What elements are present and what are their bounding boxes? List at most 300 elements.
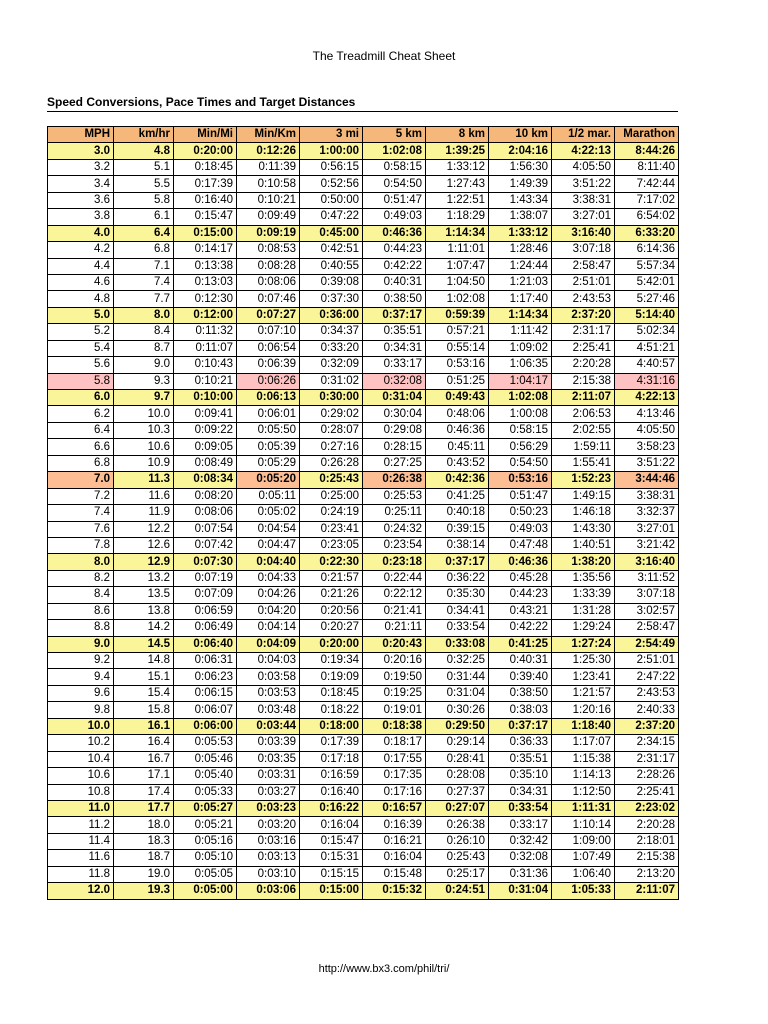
cell-value: 7.1 [154, 259, 170, 272]
table-row [48, 159, 679, 175]
table-cell [426, 439, 489, 455]
cell-value: 0:09:49 [257, 210, 296, 223]
cell-value: 0:05:39 [257, 440, 296, 453]
cell-value: 0:06:39 [257, 358, 296, 371]
table-cell [426, 718, 489, 734]
cell-value: 0:03:48 [257, 703, 296, 716]
table-cell [552, 685, 615, 701]
cell-value: 1:33:39 [572, 588, 611, 601]
table-cell [552, 866, 615, 882]
cell-value: 0:38:03 [509, 703, 548, 716]
table-cell [426, 817, 489, 833]
cell-value: 0:19:50 [383, 670, 422, 683]
cell-value: 4.0 [94, 226, 110, 239]
cell-value: 3:16:40 [635, 555, 675, 568]
table-cell [114, 291, 174, 307]
cell-value: 0:18:38 [382, 719, 422, 732]
column-header: MPH [48, 127, 114, 143]
table-cell [489, 340, 552, 356]
cell-value: 1:11:42 [510, 325, 548, 338]
cell-value: 0:51:47 [383, 193, 422, 206]
cell-value: 0:16:39 [383, 818, 422, 831]
table-cell [300, 603, 363, 619]
cell-value: 3:11:52 [637, 572, 675, 585]
table-cell [114, 587, 174, 603]
table-cell [48, 225, 114, 241]
table-cell [426, 242, 489, 258]
cell-value: 0:32:09 [320, 358, 359, 371]
table-cell [300, 570, 363, 586]
table-cell [489, 751, 552, 767]
cell-value: 0:05:33 [194, 785, 233, 798]
cell-value: 0:49:03 [383, 210, 422, 223]
cell-value: 0:14:17 [194, 243, 233, 256]
table-cell [552, 817, 615, 833]
table-cell [615, 620, 679, 636]
table-row [48, 373, 679, 389]
table-cell [489, 143, 552, 159]
cell-value: 0:33:54 [508, 802, 548, 815]
table-cell [114, 488, 174, 504]
cell-value: 0:03:31 [257, 769, 296, 782]
cell-value: 0:38:14 [446, 539, 485, 552]
cell-value: 0:06:00 [193, 719, 233, 732]
cell-value: 0:05:46 [194, 752, 233, 765]
cell-value: 0:17:35 [383, 769, 422, 782]
cell-value: 1:18:29 [446, 210, 485, 223]
cell-value: 6.4 [94, 424, 110, 437]
cell-value: 0:59:39 [445, 309, 485, 322]
cell-value: 0:33:17 [509, 818, 548, 831]
cell-value: 3.2 [94, 161, 110, 174]
table-cell [174, 176, 237, 192]
cell-value: 0:04:33 [257, 572, 296, 585]
table-cell [426, 702, 489, 718]
table-cell [489, 554, 552, 570]
cell-value: 0:16:40 [320, 785, 359, 798]
cell-value: 0:10:43 [194, 358, 233, 371]
cell-value: 1:04:50 [446, 276, 485, 289]
cell-value: 0:41:25 [446, 489, 485, 502]
cell-value: 3:27:01 [636, 522, 675, 535]
table-cell [237, 784, 300, 800]
table-cell [114, 768, 174, 784]
cell-value: 8:11:40 [637, 161, 675, 174]
cell-value: 0:15:47 [320, 835, 359, 848]
table-cell [489, 324, 552, 340]
table-cell [363, 258, 426, 274]
table-cell [426, 521, 489, 537]
table-cell [237, 620, 300, 636]
table-cell [237, 800, 300, 816]
cell-value: 15.4 [147, 687, 170, 700]
cell-value: 4:31:16 [636, 374, 675, 387]
table-cell [114, 159, 174, 175]
cell-value: 0:42:51 [320, 243, 359, 256]
cell-value: 0:07:27 [256, 309, 296, 322]
table-cell [489, 653, 552, 669]
cell-value: 0:23:05 [320, 539, 359, 552]
table-cell [174, 833, 237, 849]
cell-value: 0:04:09 [256, 637, 296, 650]
table-cell [114, 439, 174, 455]
cell-value: 0:31:04 [508, 884, 548, 897]
table-body [48, 143, 679, 899]
section-title: Speed Conversions, Pace Times and Target Distances [47, 95, 356, 109]
cell-value: 0:04:14 [257, 621, 296, 634]
cell-value: 0:21:41 [383, 604, 422, 617]
cell-value: 0:22:44 [383, 572, 422, 585]
cell-value: 0:07:10 [257, 325, 296, 338]
cell-value: 0:28:07 [320, 424, 359, 437]
table-cell [552, 192, 615, 208]
cell-value: 7.2 [94, 489, 110, 502]
table-cell [615, 274, 679, 290]
table-cell [48, 883, 114, 899]
cell-value: 0:08:53 [257, 243, 296, 256]
cell-value: 1:11:01 [447, 243, 485, 256]
table-cell [615, 373, 679, 389]
table-cell [237, 883, 300, 899]
table-cell [552, 883, 615, 899]
cell-value: 0:37:17 [445, 555, 485, 568]
table-cell [615, 751, 679, 767]
cell-value: 15.8 [147, 703, 170, 716]
cell-value: 0:29:50 [445, 719, 485, 732]
table-cell [489, 702, 552, 718]
table-cell [363, 422, 426, 438]
table-cell [237, 143, 300, 159]
table-cell [174, 587, 237, 603]
table-cell [237, 406, 300, 422]
cell-value: 0:34:37 [320, 325, 359, 338]
cell-value: 0:32:25 [446, 654, 485, 667]
table-cell [237, 488, 300, 504]
cell-value: 0:06:01 [257, 407, 296, 420]
cell-value: 0:16:04 [320, 818, 359, 831]
table-cell [114, 176, 174, 192]
table-row [48, 422, 679, 438]
cell-value: 0:05:53 [194, 736, 233, 749]
cell-value: 18.3 [147, 835, 170, 848]
table-cell [489, 373, 552, 389]
cell-value: 1:49:39 [509, 177, 548, 190]
table-cell [48, 291, 114, 307]
cell-value: 0:19:34 [320, 654, 359, 667]
table-cell [48, 406, 114, 422]
table-cell [615, 242, 679, 258]
table-cell [48, 192, 114, 208]
table-cell [489, 225, 552, 241]
cell-value: 0:25:00 [320, 489, 359, 502]
table-cell [114, 718, 174, 734]
cell-value: 10.2 [87, 736, 110, 749]
cell-value: 7.7 [154, 292, 170, 305]
cell-value: 3:44:46 [635, 473, 675, 486]
table-cell [300, 636, 363, 652]
table-cell [174, 209, 237, 225]
cell-value: 1:43:30 [572, 522, 611, 535]
cell-value: 0:05:27 [193, 802, 233, 815]
table-cell [363, 866, 426, 882]
table-cell [489, 439, 552, 455]
table-cell [48, 735, 114, 751]
cell-value: 2:18:01 [636, 835, 675, 848]
cell-value: 6.1 [154, 210, 170, 223]
cell-value: 0:41:25 [508, 637, 548, 650]
cell-value: 1:38:07 [509, 210, 548, 223]
cell-value: 0:12:30 [194, 292, 233, 305]
table-cell [426, 537, 489, 553]
cell-value: 0:03:44 [256, 719, 296, 732]
cell-value: 0:03:13 [257, 851, 296, 864]
cell-value: 0:40:31 [509, 654, 548, 667]
table-cell [426, 554, 489, 570]
cell-value: 4:13:46 [636, 407, 675, 420]
cell-value: 0:23:54 [383, 539, 422, 552]
cell-value: 18.0 [147, 818, 170, 831]
table-row [48, 537, 679, 553]
table-cell [48, 159, 114, 175]
table-cell [552, 636, 615, 652]
table-cell [615, 636, 679, 652]
table-cell [114, 784, 174, 800]
table-cell [48, 866, 114, 882]
table-cell [114, 554, 174, 570]
cell-value: 4.8 [154, 144, 170, 157]
table-cell [114, 800, 174, 816]
table-cell [174, 636, 237, 652]
table-cell [174, 800, 237, 816]
cell-value: 1:00:08 [509, 407, 548, 420]
table-cell [174, 159, 237, 175]
cell-value: 0:42:22 [509, 621, 548, 634]
table-cell [237, 817, 300, 833]
table-cell [363, 817, 426, 833]
cell-value: 0:09:05 [194, 440, 233, 453]
cell-value: 9.4 [94, 670, 110, 683]
table-cell [363, 357, 426, 373]
cell-value: 0:06:40 [193, 637, 233, 650]
table-cell [615, 603, 679, 619]
cell-value: 10.9 [147, 456, 170, 469]
table-cell [363, 225, 426, 241]
table-cell [48, 422, 114, 438]
cell-value: 10.6 [147, 440, 170, 453]
table-row [48, 866, 679, 882]
cell-value: 0:40:18 [446, 506, 485, 519]
cell-value: 1:06:40 [572, 867, 611, 880]
cell-value: 7.4 [94, 506, 110, 519]
cell-value: 0:52:56 [320, 177, 359, 190]
table-cell [237, 373, 300, 389]
cell-value: 0:40:55 [320, 259, 359, 272]
table-row [48, 603, 679, 619]
table-cell [174, 357, 237, 373]
cell-value: 8:44:26 [635, 144, 675, 157]
table-cell [363, 636, 426, 652]
cell-value: 6.0 [94, 391, 110, 404]
table-cell [552, 340, 615, 356]
cell-value: 5:42:01 [636, 276, 675, 289]
table-cell [48, 669, 114, 685]
cell-value: 12.2 [147, 522, 170, 535]
table-cell [174, 554, 237, 570]
table-cell [489, 209, 552, 225]
table-cell [114, 702, 174, 718]
table-cell [114, 143, 174, 159]
cell-value: 0:05:00 [193, 884, 233, 897]
cell-value: 1:33:12 [446, 161, 485, 174]
cell-value: 0:58:15 [383, 161, 422, 174]
cell-value: 9.0 [94, 637, 110, 650]
table-cell [363, 209, 426, 225]
cell-value: 0:16:40 [194, 193, 233, 206]
cell-value: 0:30:04 [383, 407, 422, 420]
cell-value: 0:33:20 [320, 341, 359, 354]
cell-value: 0:05:40 [194, 769, 233, 782]
table-cell [363, 653, 426, 669]
table-cell [48, 340, 114, 356]
table-cell [174, 768, 237, 784]
cell-value: 1:22:51 [446, 193, 485, 206]
table-cell [48, 554, 114, 570]
table-cell [114, 653, 174, 669]
cell-value: 4.2 [94, 243, 110, 256]
cell-value: 0:17:39 [194, 177, 233, 190]
table-cell [237, 242, 300, 258]
cell-value: 5:14:40 [635, 309, 675, 322]
table-cell [174, 192, 237, 208]
cell-value: 0:31:36 [509, 867, 548, 880]
cell-value: 0:26:38 [446, 818, 485, 831]
cell-value: 0:25:11 [384, 506, 422, 519]
cell-value: 0:51:47 [509, 489, 548, 502]
cell-value: 2:15:38 [636, 851, 675, 864]
table-cell [237, 653, 300, 669]
cell-value: 3:16:40 [571, 226, 611, 239]
cell-value: 12.6 [147, 539, 170, 552]
cell-value: 1:12:50 [572, 785, 611, 798]
cell-value: 2:25:41 [572, 341, 611, 354]
cell-value: 11.6 [88, 851, 110, 864]
table-cell [174, 291, 237, 307]
table-cell [174, 422, 237, 438]
table-cell [114, 620, 174, 636]
cell-value: 0:27:37 [446, 785, 485, 798]
table-cell [174, 505, 237, 521]
table-cell [114, 209, 174, 225]
table-cell [174, 439, 237, 455]
table-cell [114, 373, 174, 389]
table-cell [552, 307, 615, 323]
table-cell [615, 669, 679, 685]
table-cell [237, 324, 300, 340]
cell-value: 0:42:36 [445, 473, 485, 486]
table-cell [426, 800, 489, 816]
table-cell [489, 850, 552, 866]
cell-value: 17.7 [147, 802, 170, 815]
table-cell [174, 883, 237, 899]
table-row [48, 406, 679, 422]
table-cell [300, 324, 363, 340]
table-row [48, 488, 679, 504]
cell-value: 4:51:21 [636, 341, 675, 354]
table-cell [615, 784, 679, 800]
cell-value: 5:27:46 [636, 292, 675, 305]
table-cell [48, 373, 114, 389]
table-cell [552, 274, 615, 290]
table-cell [552, 439, 615, 455]
table-cell [174, 258, 237, 274]
table-cell [552, 537, 615, 553]
table-cell [552, 554, 615, 570]
table-row [48, 685, 679, 701]
cell-value: 0:06:23 [194, 670, 233, 683]
table-cell [552, 505, 615, 521]
table-cell [300, 472, 363, 488]
table-cell [426, 406, 489, 422]
table-cell [300, 735, 363, 751]
cell-value: 4.4 [94, 259, 110, 272]
cell-value: 0:05:20 [256, 473, 296, 486]
cell-value: 3:02:57 [636, 604, 675, 617]
cell-value: 2:23:02 [635, 802, 675, 815]
cell-value: 0:28:41 [446, 752, 485, 765]
table-cell [48, 176, 114, 192]
cell-value: 0:10:58 [257, 177, 296, 190]
table-cell [363, 800, 426, 816]
cell-value: 2:04:16 [508, 144, 548, 157]
table-cell [489, 488, 552, 504]
table-row [48, 242, 679, 258]
cell-value: 3.6 [94, 193, 110, 206]
table-cell [300, 768, 363, 784]
table-cell [363, 587, 426, 603]
cell-value: 0:20:43 [382, 637, 422, 650]
table-cell [300, 373, 363, 389]
cell-value: 0:21:57 [320, 572, 359, 585]
table-cell [489, 883, 552, 899]
table-cell [48, 587, 114, 603]
table-cell [237, 422, 300, 438]
cell-value: 1:14:13 [572, 769, 611, 782]
table-cell [552, 669, 615, 685]
cell-value: 0:07:42 [194, 539, 233, 552]
cell-value: 11.9 [148, 506, 170, 519]
table-cell [114, 866, 174, 882]
column-header: 3 mi [300, 127, 363, 143]
cell-value: 0:37:17 [508, 719, 548, 732]
table-cell [300, 439, 363, 455]
cell-value: 5.4 [94, 341, 110, 354]
footer-url[interactable]: http://www.bx3.com/phil/tri/ [318, 963, 450, 975]
table-cell [237, 307, 300, 323]
cell-value: 0:42:22 [383, 259, 422, 272]
table-cell [114, 324, 174, 340]
cell-value: 1:17:40 [509, 292, 548, 305]
cell-value: 1:27:43 [446, 177, 485, 190]
cell-value: 2:58:47 [636, 621, 675, 634]
table-cell [48, 751, 114, 767]
table-cell [552, 850, 615, 866]
cell-value: 5:57:34 [636, 259, 675, 272]
cell-value: 1:31:28 [572, 604, 611, 617]
table-cell [48, 521, 114, 537]
table-cell [426, 143, 489, 159]
cell-value: 3:07:18 [636, 588, 675, 601]
table-cell [363, 537, 426, 553]
